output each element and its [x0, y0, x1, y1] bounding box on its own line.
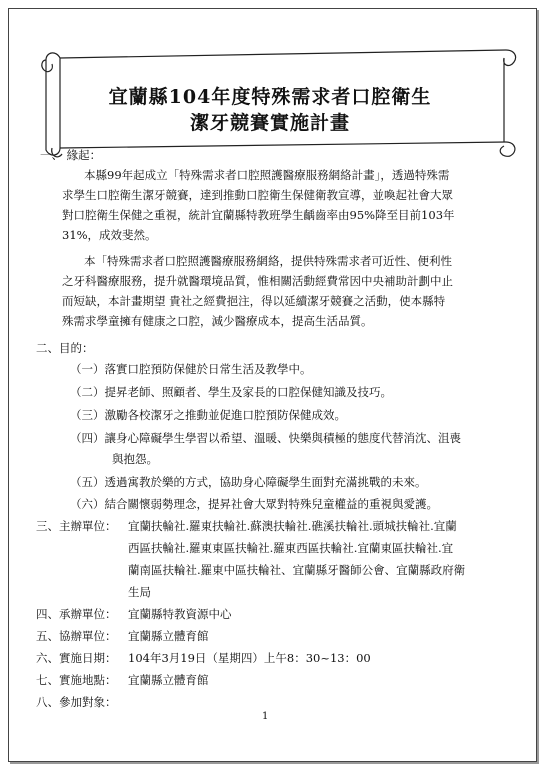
title-line-1: 宜蘭縣104年度特殊需求者口腔衛生	[108, 86, 432, 108]
para1-line-4: 31%，成效斐然。	[62, 228, 157, 242]
organizer-line-3: 蘭南區扶輪社.羅東中區扶輪社、宜蘭縣牙醫師公會、宜蘭縣政府衛	[128, 563, 466, 577]
purpose-item-5: （五）透過寓教於樂的方式，協助身心障礙學生面對充滿挑戰的未來。	[70, 475, 427, 489]
section-7-heading: 七、實施地點：	[36, 673, 117, 687]
organizer-line-2: 西區扶輪社.羅東東區扶輪社.羅東西區扶輪社.宜蘭東區扶輪社.宜	[128, 541, 454, 555]
para1-line-3: 對口腔衛生保健之重視，統計宜蘭縣特教班學生齲齒率由95%降至目前103年	[62, 208, 455, 222]
para1-line-2: 求學生口腔衛生潔牙競賽，達到推動口腔衛生保健衛教宣導，並喚起社會大眾	[62, 188, 453, 202]
purpose-item-3: （三）激勵各校潔牙之推動並促進口腔預防保健成效。	[70, 408, 346, 422]
purpose-item-6: （六）結合關懷弱勢理念，提昇社會大眾對特殊兒童權益的重視與愛護。	[70, 497, 438, 511]
section-3-heading: 三、主辦單位：	[36, 519, 117, 533]
section-2-heading: 二、目的：	[36, 341, 94, 355]
para2-line-3: 而短缺，本計畫期望 貴社之經費挹注，得以延續潔牙競賽之活動，使本縣特	[62, 294, 446, 308]
organizer-line-4: 生局	[128, 585, 151, 599]
section-1-heading: 一、 緣起：	[40, 148, 102, 162]
date-value: 104年3月19日（星期四）上午8：30~13：00	[128, 651, 371, 665]
purpose-item-4-cont: 與抱怨。	[112, 452, 158, 466]
para2-line-4: 殊需求學童擁有健康之口腔，減少醫療成本，提高生活品質。	[62, 314, 373, 328]
organizer-line-1: 宜蘭扶輪社.羅東扶輪社.蘇澳扶輪社.礁溪扶輪社.頭城扶輪社.宜蘭	[128, 519, 457, 533]
section-8-heading: 八、參加對象：	[36, 695, 117, 709]
purpose-item-2: （二）提昇老師、照顧者、學生及家長的口腔保健知識及技巧。	[70, 385, 392, 399]
contractor-value: 宜蘭縣特教資源中心	[128, 607, 232, 621]
para2-line-1: 本「特殊需求者口腔照護醫療服務網絡，提供特殊需求者可近性、便利性	[84, 254, 452, 268]
para1-line-1: 本縣99年起成立「特殊需求者口腔照護醫療服務網絡計畫」，透過特殊需	[84, 168, 450, 182]
para2-line-2: 之牙科醫療服務，提升就醫環境品質，惟相關活動經費常因中央補助計劃中止	[62, 274, 453, 288]
section-4-heading: 四、承辦單位：	[36, 607, 117, 621]
title-line-2: 潔牙競賽實施計畫	[189, 112, 350, 134]
venue-value: 宜蘭縣立體育館	[128, 673, 209, 687]
section-6-heading: 六、實施日期：	[36, 651, 117, 665]
page-number: 1	[262, 711, 269, 722]
purpose-item-4: （四）讓身心障礙學生學習以希望、溫暖、快樂與積極的態度代替消沈、沮喪	[70, 431, 461, 445]
section-5-heading: 五、協辦單位：	[36, 629, 117, 643]
co-organizer-value: 宜蘭縣立體育館	[128, 629, 209, 643]
purpose-item-1: （一）落實口腔預防保健於日常生活及教學中。	[70, 362, 312, 376]
